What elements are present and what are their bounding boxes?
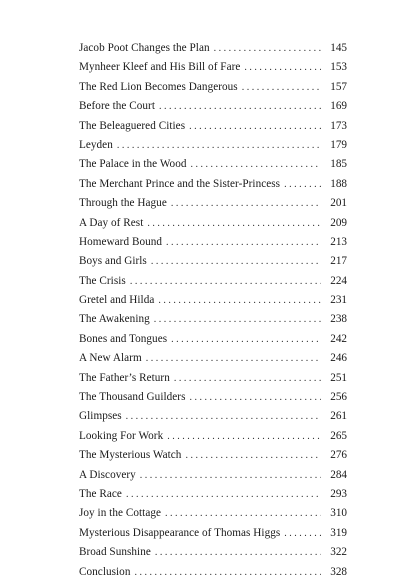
- toc-entry[interactable]: [79, 214, 347, 233]
- toc-entry-title: Conclusion: [79, 565, 131, 578]
- toc-entry[interactable]: [79, 252, 347, 271]
- toc-entry-page-number: 213: [330, 235, 347, 248]
- toc-entry-title: Leyden: [79, 138, 113, 151]
- dot-leader: [154, 310, 321, 329]
- table-of-contents: [79, 39, 347, 582]
- toc-entry-title: The Race: [79, 487, 122, 500]
- toc-entry-page-number: 201: [330, 197, 347, 210]
- dot-leader: [146, 349, 321, 368]
- dot-leader: [140, 466, 321, 485]
- toc-entry[interactable]: [79, 136, 347, 155]
- toc-entry-page-number: 246: [330, 352, 347, 365]
- toc-entry-title: The Mysterious Watch: [79, 449, 182, 462]
- toc-entry-title: The Thousand Guilders: [79, 391, 186, 404]
- toc-entry-title: Glimpses: [79, 410, 122, 423]
- toc-entry-page-number: 224: [330, 274, 347, 287]
- toc-entry-title: The Crisis: [79, 274, 126, 287]
- dot-leader: [190, 155, 321, 174]
- dot-leader: [166, 233, 321, 252]
- toc-entry[interactable]: [79, 310, 347, 329]
- toc-entry-page-number: 293: [330, 487, 347, 500]
- toc-entry-title: A Day of Rest: [79, 216, 144, 229]
- toc-entry-page-number: 238: [330, 313, 347, 326]
- toc-entry[interactable]: [79, 446, 347, 465]
- toc-entry-page-number: 217: [330, 255, 347, 268]
- toc-entry-title: A New Alarm: [79, 352, 142, 365]
- toc-entry[interactable]: [79, 155, 347, 174]
- toc-entry[interactable]: [79, 563, 347, 582]
- toc-entry[interactable]: [79, 427, 347, 446]
- toc-entry-page-number: 322: [330, 546, 347, 559]
- toc-entry-page-number: 209: [330, 216, 347, 229]
- toc-entry-title: Bones and Tongues: [79, 332, 168, 345]
- dot-leader: [151, 252, 321, 271]
- toc-entry-page-number: 319: [330, 526, 347, 539]
- toc-entry-page-number: 256: [330, 391, 347, 404]
- toc-entry[interactable]: [79, 407, 347, 426]
- toc-entry[interactable]: [79, 466, 347, 485]
- dot-leader: [214, 39, 321, 58]
- toc-entry[interactable]: [79, 330, 347, 349]
- toc-entry-page-number: 310: [330, 507, 347, 520]
- toc-entry[interactable]: [79, 58, 347, 77]
- toc-entry-page-number: 153: [330, 61, 347, 74]
- toc-entry-title: Homeward Bound: [79, 235, 163, 248]
- toc-entry-title: The Merchant Prince and the Sister-Princess: [79, 177, 281, 190]
- toc-entry-title: Mysterious Disappearance of Thomas Higgs: [79, 526, 281, 539]
- toc-entry-title: Looking For Work: [79, 429, 164, 442]
- dot-leader: [171, 194, 321, 213]
- dot-leader: [130, 272, 321, 291]
- toc-entry-title: Boys and Girls: [79, 255, 147, 268]
- toc-entry[interactable]: [79, 97, 347, 116]
- dot-leader: [284, 175, 321, 194]
- toc-entry[interactable]: [79, 369, 347, 388]
- toc-entry-page-number: 328: [330, 565, 347, 578]
- dot-leader: [167, 427, 321, 446]
- toc-entry[interactable]: [79, 194, 347, 213]
- toc-entry-page-number: 157: [330, 80, 347, 93]
- toc-entry-title: Gretel and Hilda: [79, 294, 155, 307]
- toc-entry-page-number: 185: [330, 158, 347, 171]
- dot-leader: [284, 524, 321, 543]
- toc-entry-title: Through the Hague: [79, 197, 167, 210]
- toc-entry-title: The Father’s Return: [79, 371, 170, 384]
- dot-leader: [158, 291, 321, 310]
- toc-entry-title: The Palace in the Wood: [79, 158, 187, 171]
- dot-leader: [174, 369, 321, 388]
- dot-leader: [242, 78, 321, 97]
- toc-entry[interactable]: [79, 291, 347, 310]
- toc-entry-title: Joy in the Cottage: [79, 507, 161, 520]
- toc-entry-page-number: 173: [330, 119, 347, 132]
- toc-entry-title: The Beleaguered Cities: [79, 119, 186, 132]
- dot-leader: [126, 485, 321, 504]
- toc-entry-page-number: 231: [330, 294, 347, 307]
- toc-entry-page-number: 169: [330, 100, 347, 113]
- dot-leader: [171, 330, 321, 349]
- dot-leader: [244, 58, 321, 77]
- dot-leader: [126, 407, 321, 426]
- dot-leader: [159, 97, 321, 116]
- toc-entry-title: Mynheer Kleef and His Bill of Fare: [79, 61, 241, 74]
- toc-entry-page-number: 261: [330, 410, 347, 423]
- toc-entry[interactable]: [79, 117, 347, 136]
- dot-leader: [189, 388, 321, 407]
- toc-entry-page-number: 242: [330, 332, 347, 345]
- dot-leader: [134, 563, 321, 582]
- dot-leader: [155, 543, 321, 562]
- toc-entry[interactable]: [79, 504, 347, 523]
- toc-entry[interactable]: [79, 388, 347, 407]
- toc-entry-title: The Red Lion Becomes Dangerous: [79, 80, 238, 93]
- dot-leader: [117, 136, 321, 155]
- dot-leader: [185, 446, 321, 465]
- toc-entry[interactable]: [79, 39, 347, 58]
- toc-entry-page-number: 284: [330, 468, 347, 481]
- toc-entry[interactable]: [79, 485, 347, 504]
- dot-leader: [189, 117, 321, 136]
- toc-entry-page-number: 188: [330, 177, 347, 190]
- dot-leader: [165, 504, 321, 523]
- toc-entry-page-number: 265: [330, 429, 347, 442]
- toc-entry[interactable]: [79, 175, 347, 194]
- toc-entry[interactable]: [79, 272, 347, 291]
- toc-entry[interactable]: [79, 349, 347, 368]
- toc-entry-page-number: 251: [330, 371, 347, 384]
- toc-entry-title: Jacob Poot Changes the Plan: [79, 42, 210, 54]
- toc-entry[interactable]: [79, 78, 347, 97]
- toc-entry-title: Before the Court: [79, 100, 155, 113]
- toc-entry-title: The Awakening: [79, 313, 150, 326]
- toc-entry-page-number: 179: [330, 138, 347, 151]
- toc-entry[interactable]: [79, 233, 347, 252]
- toc-entry-page-number: 145: [330, 42, 347, 54]
- toc-entry-page-number: 276: [330, 449, 347, 462]
- toc-entry[interactable]: [79, 543, 347, 562]
- dot-leader: [147, 214, 321, 233]
- toc-entry[interactable]: [79, 524, 347, 543]
- toc-entry-title: Broad Sunshine: [79, 546, 151, 559]
- toc-entry-title: A Discovery: [79, 468, 136, 481]
